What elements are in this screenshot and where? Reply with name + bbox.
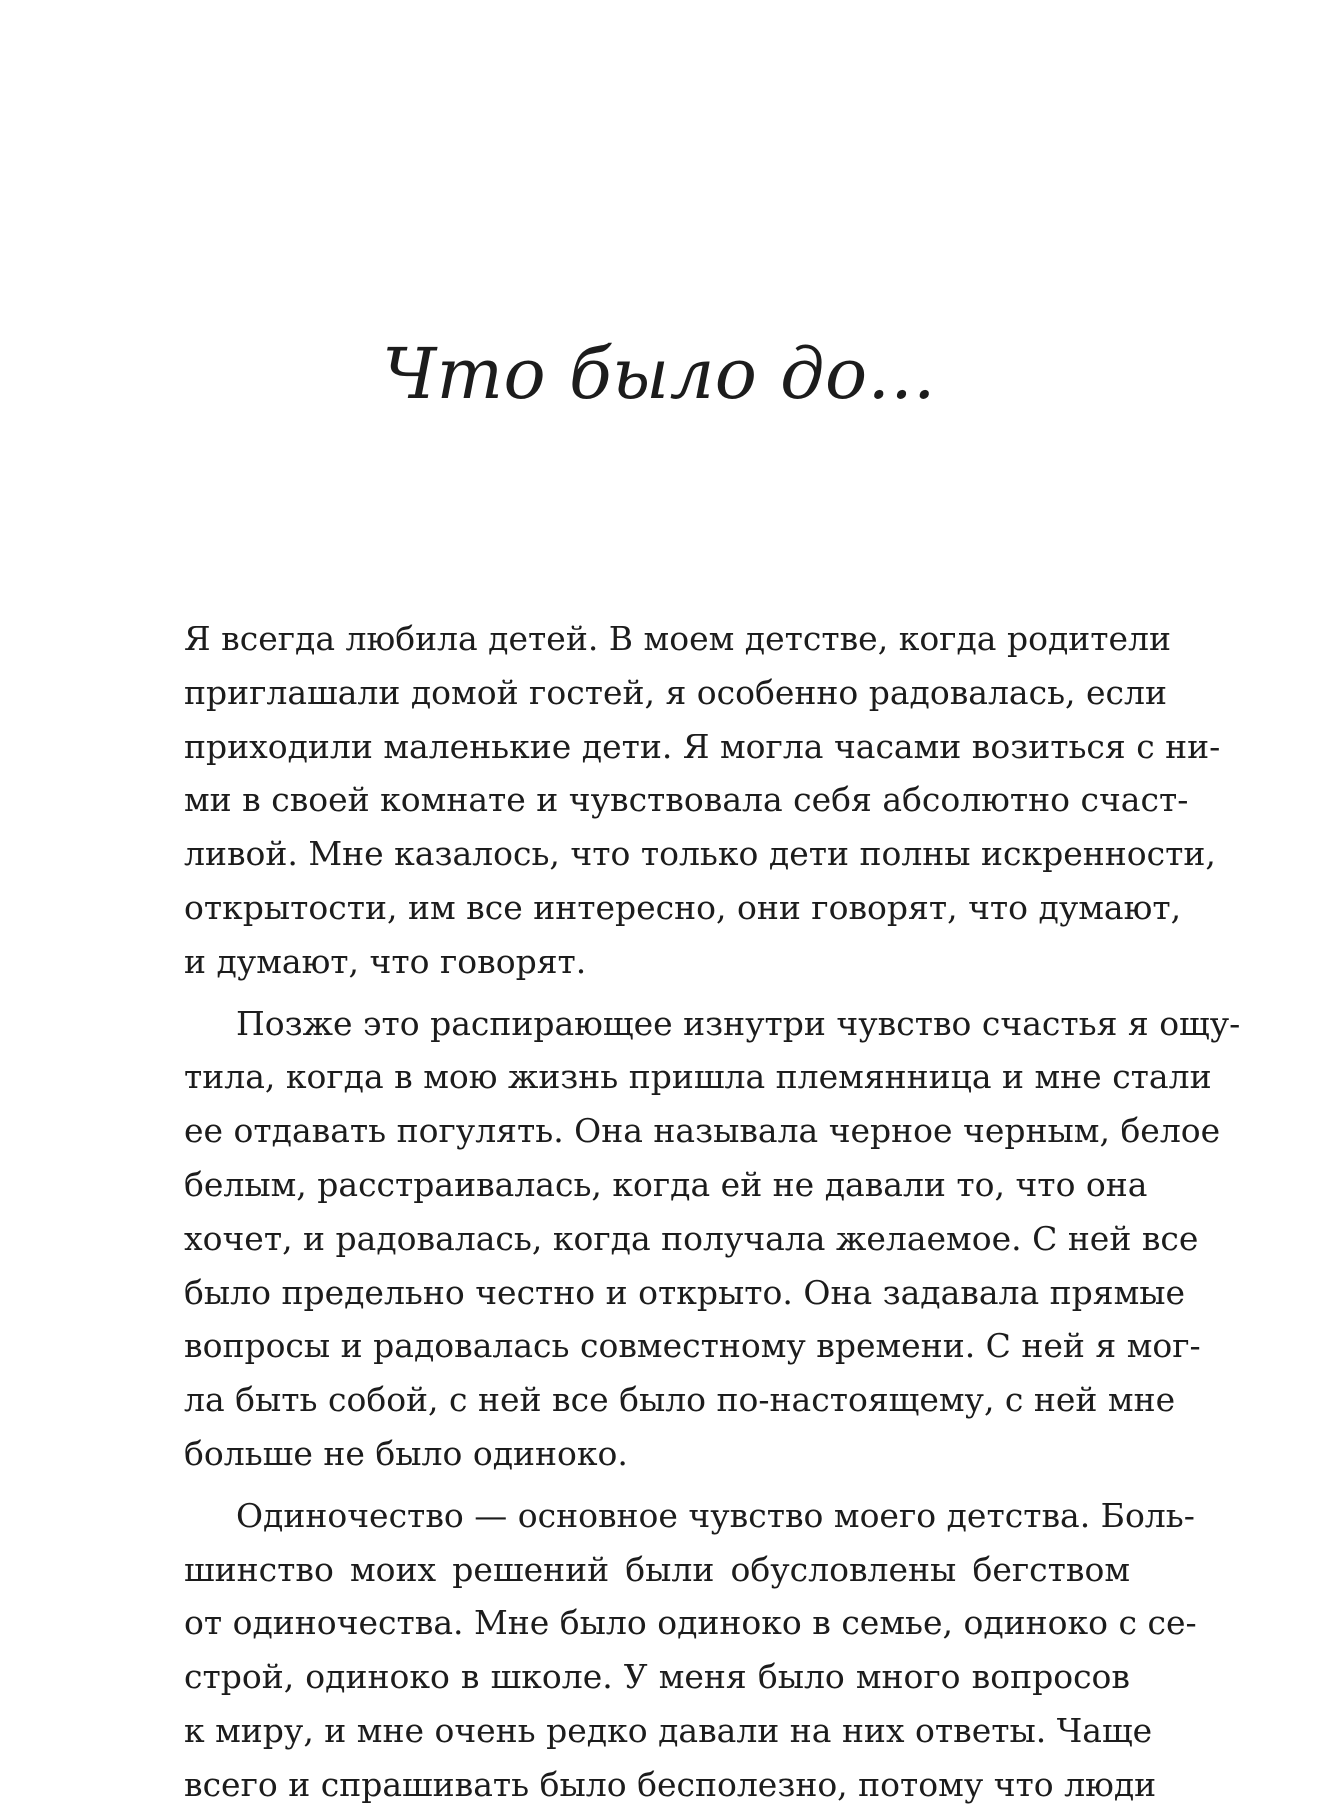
text-line: вопросы и радовалась совместному времени. С ней я мог- (184, 1326, 1201, 1366)
paragraph-gap (184, 1481, 1130, 1489)
text-line: было предельно честно и открыто. Она задавала прямые (184, 1272, 1186, 1312)
chapter-body (184, 612, 1241, 1812)
paragraph-3 (184, 1489, 1197, 1812)
paragraph-gap (184, 989, 1130, 997)
paragraph-1 (184, 612, 1221, 989)
text-line: от одиночества. Мне было одиноко в семье, одиноко с се- (184, 1603, 1197, 1643)
text-line: Позже это распирающее изнутри чувство счастья я ощу- (236, 1003, 1241, 1043)
text-line: ее отдавать погулять. Она называла черное черным, белое (184, 1111, 1221, 1151)
text-line: хочет, и радовалась, когда получала желаемое. С ней все (184, 1218, 1199, 1258)
text-line: к миру, и мне очень редко давали на них ответы. Чаще (184, 1710, 1153, 1750)
text-line: тила, когда в мою жизнь пришла племянница и мне стали (184, 1057, 1212, 1097)
text-line: больше не было одиноко. (184, 1433, 628, 1473)
text-line: приглашали домой гостей, я особенно радовалась, если (184, 672, 1167, 712)
text-line: приходили маленькие дети. Я могла часами возиться с ни- (184, 726, 1221, 766)
paragraph-2 (184, 997, 1241, 1481)
text-line: белым, расстраивалась, когда ей не давали то, что она (184, 1164, 1148, 1204)
text-line: ми в своей комнате и чувствовала себя абсолютно счаст- (184, 780, 1189, 820)
text-line: Я всегда любила детей. В моем детстве, когда родители (184, 619, 1172, 658)
text-line: шинство моих решений были обусловлены бегством (184, 1549, 1130, 1589)
text-line: и думают, что говорят. (184, 941, 587, 981)
chapter-title: Что было до... (382, 333, 936, 415)
text-line: Одиночество — основное чувство моего детства. Боль- (236, 1495, 1195, 1535)
text-line: всего и спрашивать было бесполезно, потому что люди (184, 1764, 1157, 1804)
text-line: ла быть собой, с ней все было по-настоящему, с ней мне (184, 1380, 1176, 1420)
text-line: открытости, им все интересно, они говорят, что думают, (184, 887, 1182, 927)
text-line: строй, одиноко в школе. У меня было много вопросов (184, 1657, 1130, 1697)
text-line: ливой. Мне казалось, что только дети полны искренности, (184, 834, 1216, 874)
